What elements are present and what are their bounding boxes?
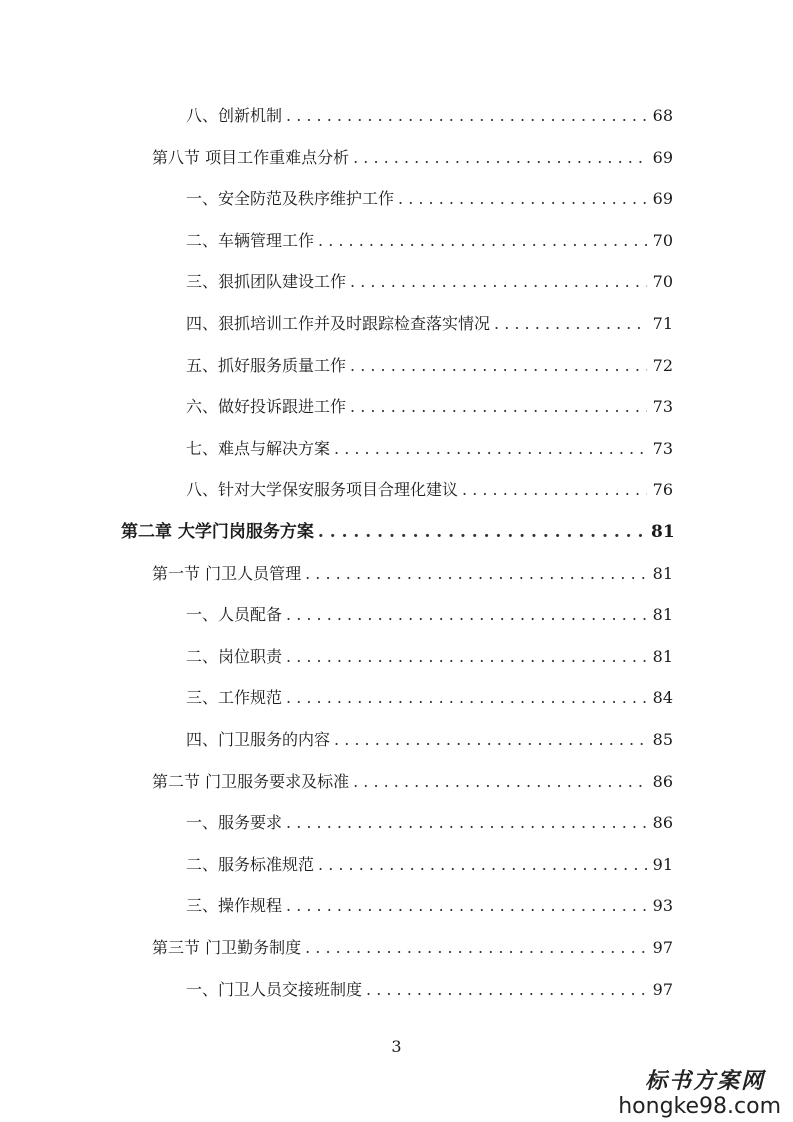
toc-entry — [152, 563, 673, 585]
toc-entry-page: 81 — [652, 605, 673, 624]
toc-dot-leader — [318, 854, 647, 876]
toc-entry-page: 70 — [652, 272, 673, 291]
toc-entry-page: 81 — [652, 564, 673, 583]
toc-dot-leader — [353, 147, 647, 169]
toc-dot-leader — [318, 230, 647, 252]
toc-entry-page: 71 — [652, 314, 673, 333]
toc-entry-title: 一、服务要求 — [186, 813, 283, 832]
toc-entry-title: 三、工作规范 — [186, 688, 283, 707]
toc-entry-title: 八、针对大学保安服务项目合理化建议 — [186, 480, 459, 499]
toc-entry — [186, 105, 673, 127]
page-number: 3 — [391, 1037, 402, 1056]
toc-dot-leader — [353, 771, 647, 793]
toc-entry-page: 69 — [652, 189, 673, 208]
toc-entry — [186, 979, 673, 1001]
toc-entry-page: 93 — [652, 896, 673, 915]
toc-entry-page: 86 — [652, 772, 673, 791]
toc-entry-page: 97 — [652, 980, 673, 999]
toc-entry-page: 69 — [652, 148, 673, 167]
toc-entry-page: 97 — [652, 938, 673, 957]
toc-dot-leader — [286, 812, 647, 834]
toc-entry-title: 五、抓好服务质量工作 — [186, 356, 347, 375]
toc-entry — [186, 812, 673, 834]
toc-entry-page: 91 — [652, 855, 673, 874]
toc-entry-page: 68 — [652, 106, 673, 125]
toc-entry-page: 76 — [652, 480, 673, 499]
toc-entry — [186, 604, 673, 626]
watermark-name: 标书方案网 — [644, 1068, 765, 1094]
toc-dot-leader — [286, 895, 647, 917]
toc-dot-leader — [318, 521, 647, 543]
toc-dot-leader — [286, 105, 647, 127]
toc-dot-leader — [334, 729, 647, 751]
toc-entry-title: 八、创新机制 — [186, 106, 283, 125]
toc-entry-title: 二、服务标准规范 — [186, 855, 315, 874]
watermark — [591, 1068, 781, 1120]
toc-entry-title: 第二章 大学门岗服务方案 — [121, 522, 314, 542]
toc-dot-leader — [366, 979, 647, 1001]
toc-entry-page: 81 — [651, 522, 675, 542]
toc-entry — [186, 479, 673, 501]
toc-entry — [152, 771, 673, 793]
toc-dot-leader — [334, 438, 647, 460]
toc-entry-title: 第一节 门卫人员管理 — [152, 564, 302, 583]
toc-dot-leader — [305, 563, 647, 585]
toc-entry-page: 72 — [652, 356, 673, 375]
toc-entry-page: 81 — [652, 647, 673, 666]
toc-entry — [152, 937, 673, 959]
toc-entry-title: 四、门卫服务的内容 — [186, 730, 331, 749]
toc-entry — [186, 355, 673, 377]
toc-entry — [186, 438, 673, 460]
toc-entry — [186, 396, 673, 418]
toc-entry-page: 85 — [652, 730, 673, 749]
toc-entry-title: 第二节 门卫服务要求及标准 — [152, 772, 350, 791]
toc-entry — [186, 188, 673, 210]
toc-entry-title: 七、难点与解决方案 — [186, 439, 331, 458]
toc-entry-title: 三、狠抓团队建设工作 — [186, 272, 347, 291]
toc-entry-page: 84 — [652, 688, 673, 707]
toc-dot-leader — [462, 479, 647, 501]
toc-entry-page: 73 — [652, 397, 673, 416]
toc-entry-title: 二、车辆管理工作 — [186, 231, 315, 250]
toc-entry — [186, 646, 673, 668]
toc-entry-title: 六、做好投诉跟进工作 — [186, 397, 347, 416]
watermark-domain: hongke98.com — [618, 1094, 781, 1119]
toc-dot-leader — [398, 188, 647, 210]
toc-entry-title: 二、岗位职责 — [186, 647, 283, 666]
toc-dot-leader — [494, 313, 647, 335]
toc-dot-leader — [286, 646, 647, 668]
toc-entry — [186, 230, 673, 252]
toc-entry-page: 73 — [652, 439, 673, 458]
toc-entry-title: 四、狠抓培训工作并及时跟踪检查落实情况 — [186, 314, 491, 333]
toc-entry-title: 一、门卫人员交接班制度 — [186, 980, 363, 999]
toc-entry — [186, 854, 673, 876]
toc-entry — [152, 147, 673, 169]
toc-entry — [186, 729, 673, 751]
toc-dot-leader — [350, 355, 647, 377]
toc-entry-title: 一、人员配备 — [186, 605, 283, 624]
toc-entry — [186, 313, 673, 335]
toc-dot-leader — [305, 937, 647, 959]
toc-entry — [121, 521, 673, 543]
toc-entry-title: 第八节 项目工作重难点分析 — [152, 148, 350, 167]
toc-entry — [186, 687, 673, 709]
toc-entry-title: 三、操作规程 — [186, 896, 283, 915]
toc-entry — [186, 271, 673, 293]
toc-dot-leader — [350, 396, 647, 418]
toc-entry-page: 70 — [652, 231, 673, 250]
toc-entry-title: 一、安全防范及秩序维护工作 — [186, 189, 395, 208]
toc-dot-leader — [350, 271, 647, 293]
toc-entry — [186, 895, 673, 917]
toc-entry-title: 第三节 门卫勤务制度 — [152, 938, 302, 957]
toc-entry-page: 86 — [652, 813, 673, 832]
toc-dot-leader — [286, 604, 647, 626]
toc-dot-leader — [286, 687, 647, 709]
